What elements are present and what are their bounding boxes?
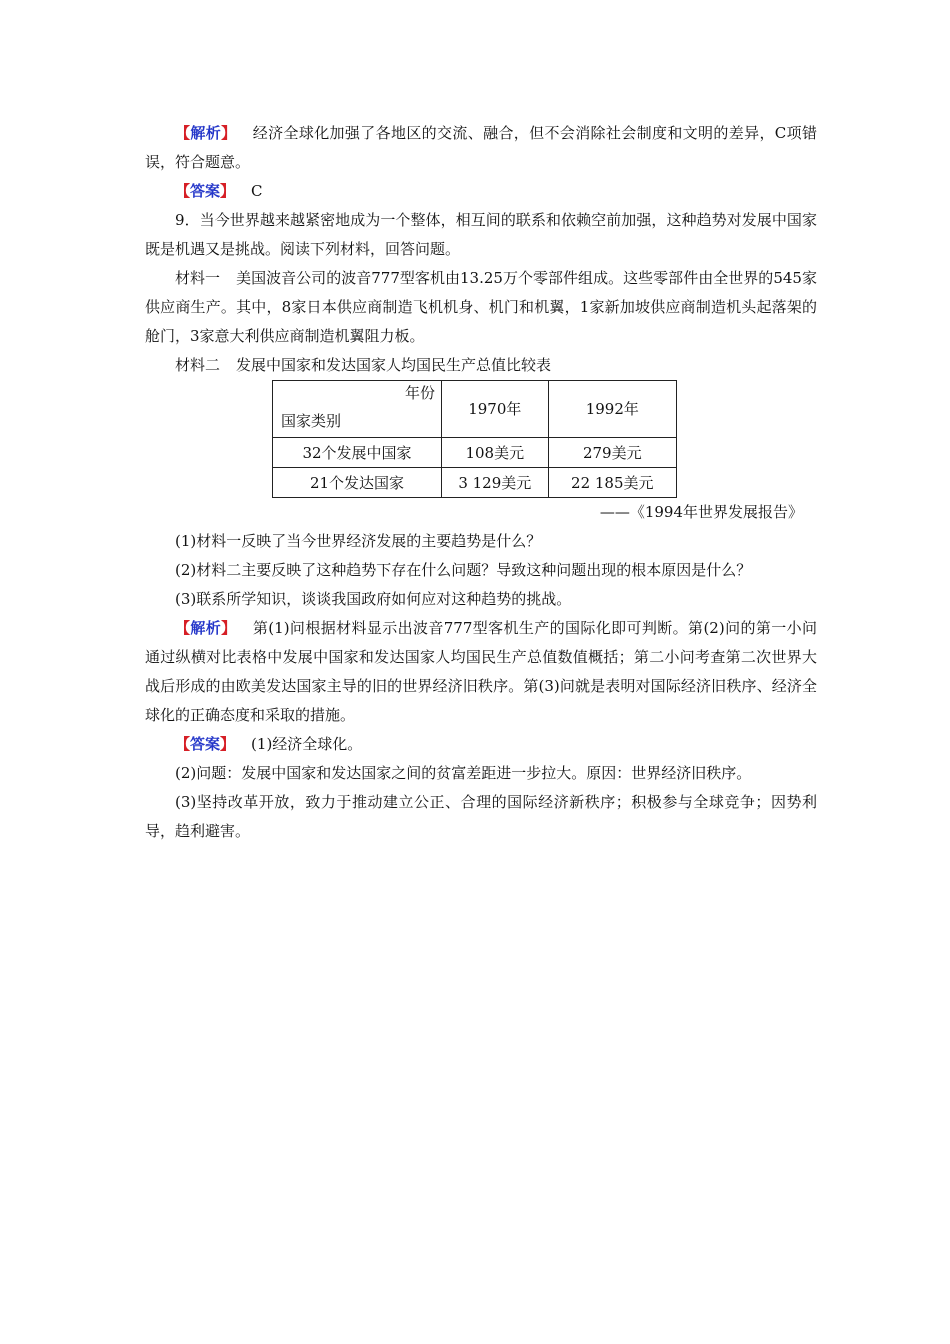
material-2 xyxy=(145,351,817,380)
answer-1: (1)经济全球化。 xyxy=(251,735,363,753)
table-cell-1970: 3 129美元 xyxy=(442,468,549,498)
table-cell-category: 21个发达国家 xyxy=(273,468,442,498)
table-corner-cell xyxy=(273,381,442,438)
question-9: 9．当今世界越来越紧密地成为一个整体，相互间的联系和依赖空前加强，这种趋势对发展中国家既是机遇又是挑战。阅读下列材料，回答问题。 xyxy=(145,211,817,258)
table-source: ——《1994年世界发展报告》 xyxy=(599,503,803,521)
answer-tag: 【答案】 xyxy=(175,735,236,753)
table-cell-1970: 108美元 xyxy=(442,438,549,468)
analysis-paragraph-2 xyxy=(145,614,817,730)
analysis-tag: 【解析】 xyxy=(175,619,237,637)
table-row xyxy=(273,468,677,498)
material-2-label: 材料二 xyxy=(175,356,221,374)
analysis-text: 第(1)问根据材料显示出波音777型客机生产的国际化即可判断。第(2)问的第一小问通过纵横对比表格中发展中国家和发达国家人均国民生产总值数值概括；第二小问考查第二次世界大战后形成的由欧美发达国家主导的旧的世界经济旧秩序。第(3)问就是表明对国际经济旧秩序、经济全球化的正确态度和采取的措施。 xyxy=(145,619,817,724)
table-header-1970: 1970年 xyxy=(442,381,549,438)
gnp-comparison-table xyxy=(272,380,677,498)
answer-3: (3)坚持改革开放，致力于推动建立公正、合理的国际经济新秩序；积极参与全球竞争；因势利导，趋利避害。 xyxy=(145,793,817,840)
table-cell-category: 32个发展中国家 xyxy=(273,438,442,468)
table-header-row xyxy=(273,381,677,438)
table-cell-1992: 279美元 xyxy=(548,438,676,468)
answer-paragraph-2 xyxy=(145,730,817,759)
document-content xyxy=(145,119,817,846)
answer-paragraph-1 xyxy=(145,177,817,206)
sub-question-3: (3)联系所学知识，谈谈我国政府如何应对这种趋势的挑战。 xyxy=(175,590,572,608)
answer-2: (2)问题：发展中国家和发达国家之间的贫富差距进一步拉大。原因：世界经济旧秩序。 xyxy=(175,764,752,782)
answer-tag: 【答案】 xyxy=(175,182,236,200)
analysis-text: 经济全球化加强了各地区的交流、融合，但不会消除社会制度和文明的差异，C项错误，符合题意。 xyxy=(145,124,817,171)
material-1 xyxy=(145,264,817,351)
answer-text: C xyxy=(251,182,263,200)
material-1-label: 材料一 xyxy=(175,269,221,287)
table-corner-category: 国家类别 xyxy=(281,412,342,430)
analysis-paragraph-1 xyxy=(145,119,817,177)
table-header-1992: 1992年 xyxy=(548,381,676,438)
material-2-text: 发展中国家和发达国家人均国民生产总值比较表 xyxy=(236,356,552,374)
table-corner-year: 年份 xyxy=(405,384,436,402)
table-row xyxy=(273,438,677,468)
material-1-text: 美国波音公司的波音777型客机由13.25万个零部件组成。这些零部件由全世界的545家供应商生产。其中，8家日本供应商制造飞机机身、机门和机翼，1家新加坡供应商制造机头起落架的舱门，3家意大利供应商制造机翼阻力板。 xyxy=(145,269,817,345)
sub-question-1: (1)材料一反映了当今世界经济发展的主要趋势是什么？ xyxy=(175,532,542,550)
table-cell-1992: 22 185美元 xyxy=(548,468,676,498)
gnp-comparison-table-wrapper xyxy=(272,380,677,498)
analysis-tag: 【解析】 xyxy=(175,124,237,142)
sub-question-2: (2)材料二主要反映了这种趋势下存在什么问题？导致这种问题出现的根本原因是什么？ xyxy=(175,561,752,579)
